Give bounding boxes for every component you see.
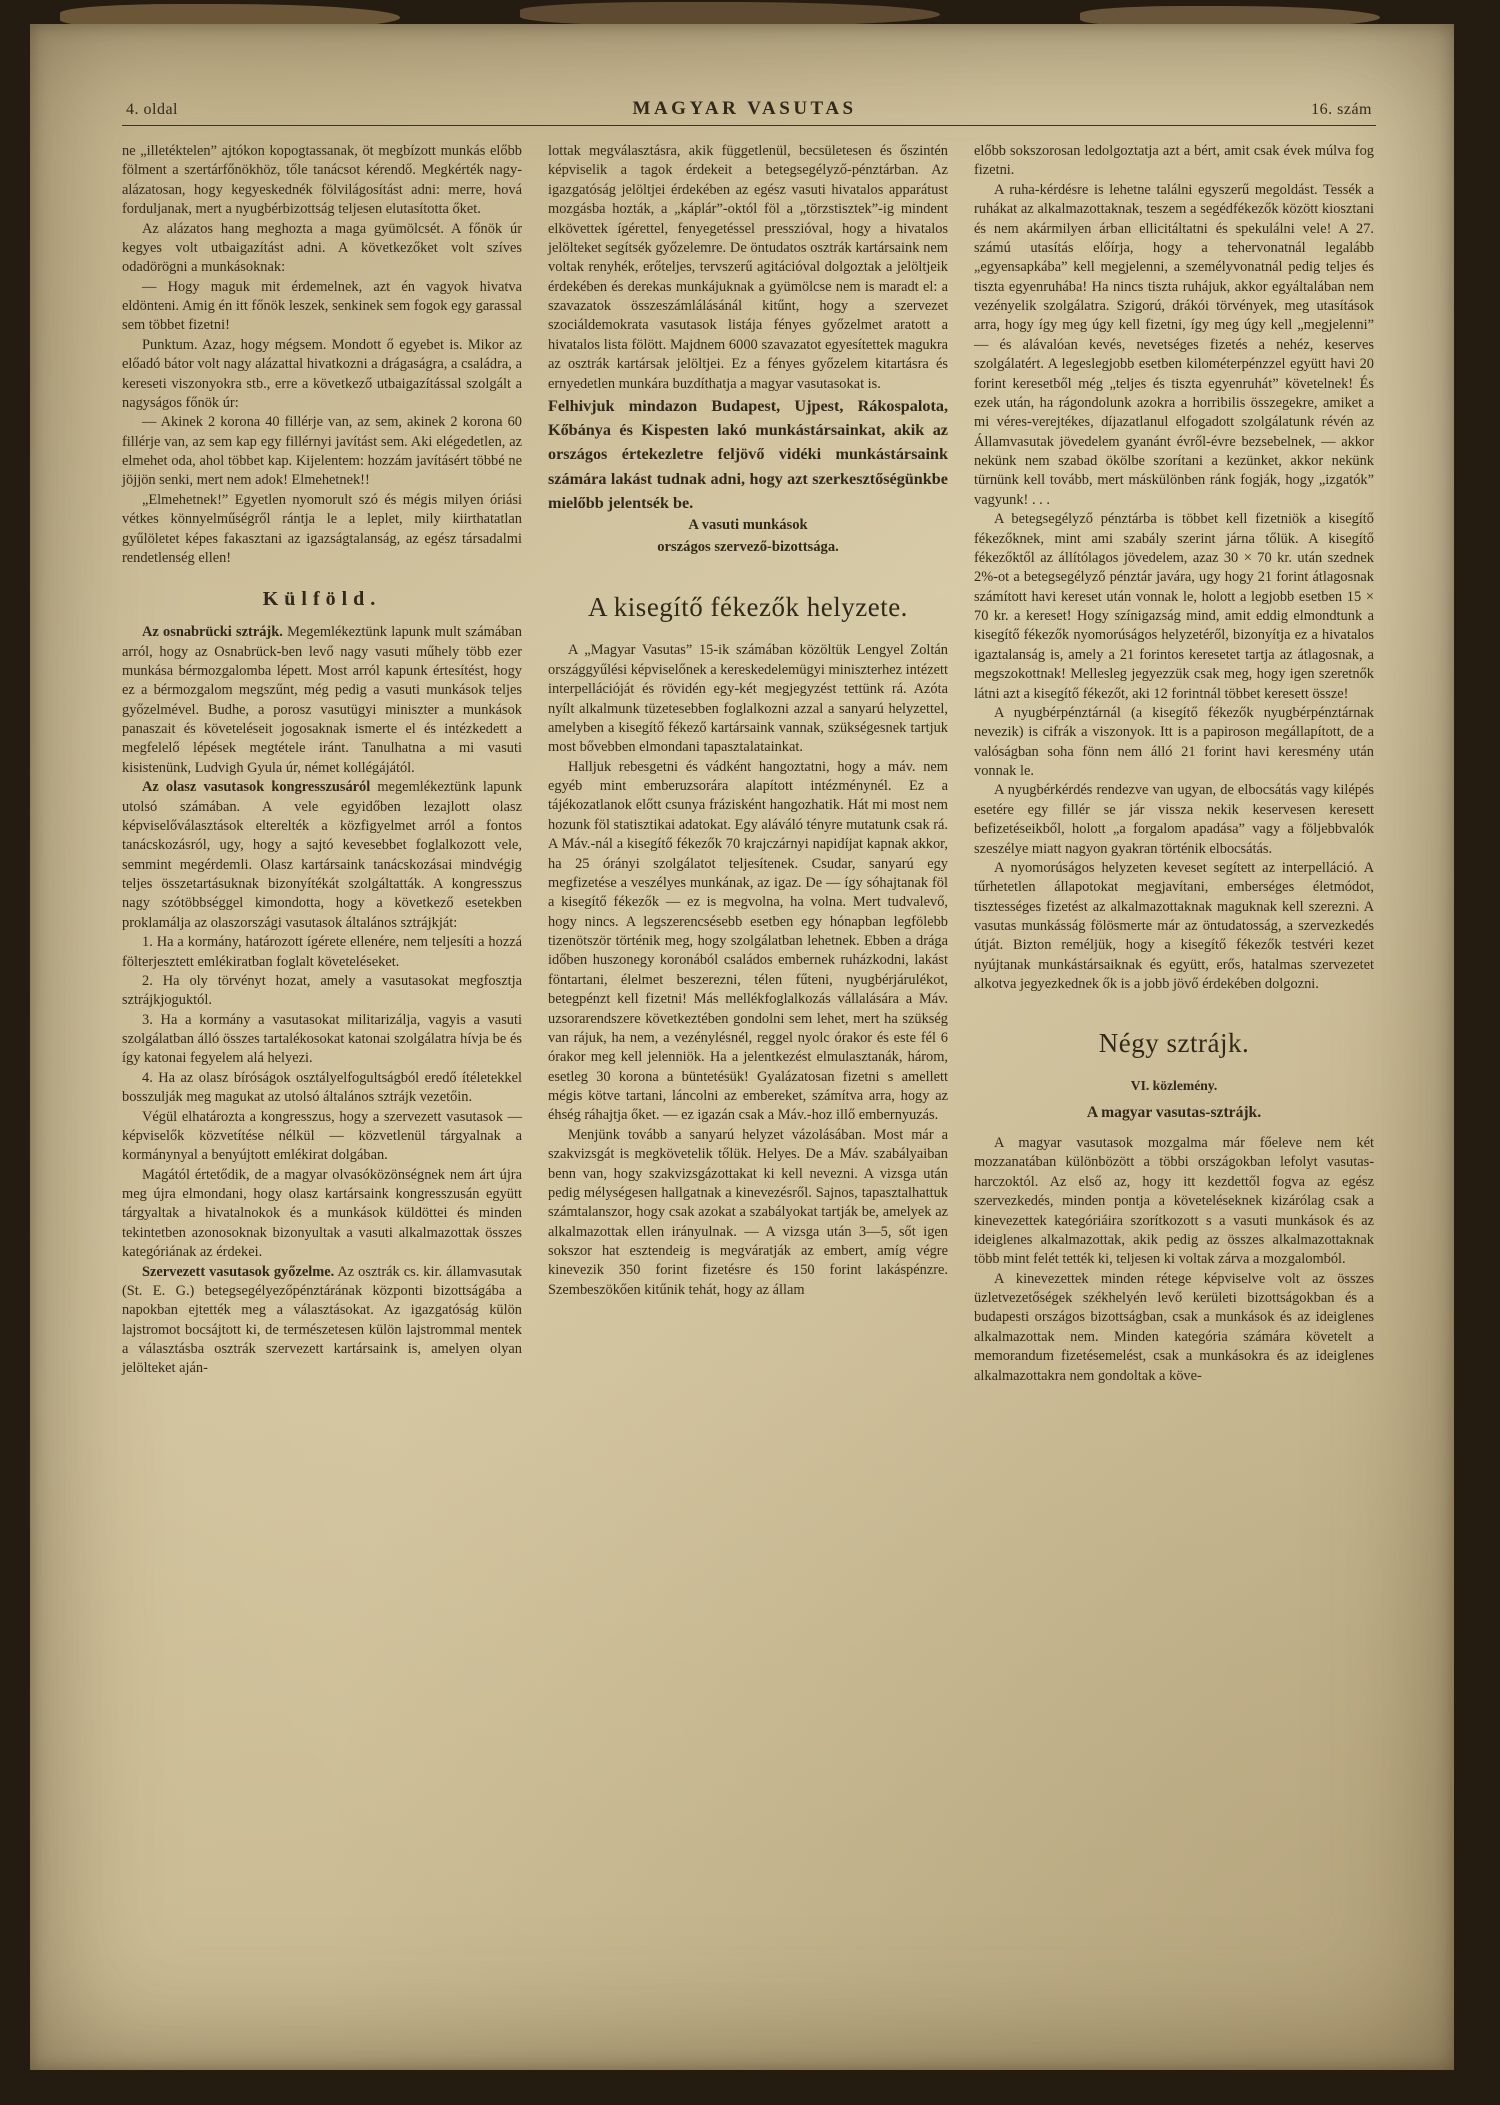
paragraph-lead: Szervezett vasutasok győzelme.	[142, 1263, 335, 1280]
list-item: 4. Ha az olasz bíróságok osztályelfogultságból eredő ítéletekkel bosszulják meg magukat az utolsó általános sztrájk vezetőin.	[122, 1069, 522, 1106]
scan-edge-left	[0, 0, 32, 2105]
article-title-negy-sztrajk: Négy sztrájk.	[1098, 1027, 1250, 1058]
article-paragraph: A magyar vasutasok mozgalma már főeleve nem két mozzanatában különbözött a többi országokban lefolyt vasutas-harczoktól. Az első az, hogy itt kezdettől fogva az egész szervezkedés, minden pontja a követeléseknek kizárólag csak a kinevezettek kategóriáira szorítkozott s a vasuti munkások és az ideiglenes alkalmazottak, akik pedig az összes alkalmazottaknak több mint felét tették ki, teljesen ki voltak zárva a mozgalomból.	[974, 1135, 1374, 1268]
page-content	[122, 98, 1376, 1386]
article-paragraph: Végül elhatározta a kongresszus, hogy a szervezett vasutasok — képviselők közvetítése nélkül — közvetlenül tárgyalnak a kormánynyal a benyújtott emlékirat dolgában.	[122, 1108, 522, 1164]
page-number: 4. oldal	[126, 101, 178, 118]
article-subtitle-kozlemeny: VI. közlemény.	[1130, 1077, 1218, 1093]
newspaper-page	[30, 24, 1454, 2070]
list-item: 3. Ha a kormány a vasutasokat militarizálja, vagyis a vasuti szolgálatban álló összes tartalékosokat katonai szolgálatra hívja be és így katonai fegyelem alá helyezi.	[122, 1011, 522, 1067]
paragraph-text: Az osztrák cs. kir. államvasutak (St. E. G.) betegsegélyezőpénztárának központi bizottságába a napokban ejtették meg a választásokat. Az igazgatóság külön lajstromot bocsájtott ki, de természetesen külön lajstrommal mentek a választásba osztrák szervezett kartársaink is, amelyen olyan jelölteket aján-	[122, 1263, 522, 1377]
article-title-kisegito-fekezok: A kisegítő fékezők helyzete.	[588, 592, 908, 623]
article-paragraph: A nyugbérpénztárnál (a kisegítő fékezők nyugbérpénztárnak nevezik) is cifrák a viszonyok. Itt is a papiroson megállapított, de a valóságban soha fönn nem álló 21 forint havi keresmény után vonnak le.	[974, 704, 1374, 779]
list-item: 1. Ha a kormány, határozott ígérete ellenére, nem teljesíti a hozzá fölterjesztett emlékiratban foglalt követeléseket.	[122, 934, 522, 970]
article-paragraph: A nyomorúságos helyzeten keveset segített az interpelláció. A tűrhetetlen állapotokat megjavítani, emberséges életmódot, tisztességes fizetést az alkalmazottaknak maguknak kell szerezni. A vasutas munkásság fölösmerte már az öntudatosság, a szervezkedés útját. Bizton reméljük, hogy a kisegítő fékezők testvéri kezet nyújtanak munkástársaiknak és együtt, erős, hatalmas szervezetet alkotva jegyezkednek ők is a jobb jövő érdekében dolgozni.	[974, 859, 1374, 993]
article-paragraph: — Hogy maguk mit érdemelnek, azt én vagyok hivatva eldönteni. Amig én itt főnök leszek, senkinek sem fogok egy garassal sem többet fizetni!	[122, 278, 522, 334]
article-paragraph: A kinevezettek minden rétege képviselve volt az összes üzletvezetőségek székhelyén levő kerületi bizottságokban és a budapesti országos bizottságban, csak a munkások és az ideiglenes alkalmazottak nem. Minden kategória számára követelt a memorandum fizetésemelést, csak a munkásokra és az ideiglenes alkalmazottakra nem gondoltak a köve-	[974, 1270, 1374, 1384]
article-paragraph: Az alázatos hang meghozta a maga gyümölcsét. A főnök úr kegyes volt utbaigazítást adni. A következőket volt szíves odadörögni a munkásoknak:	[122, 220, 522, 276]
article-paragraph: A ruha-kérdésre is lehetne találni egyszerű megoldást. Tessék a ruhákat az alkalmazottaknak, teszem a segédfékezők között kiosztani és nem akármilyen árban ellicitáltatni és spekulálni vele! A 27. számú utasítás előírja, hogy a tehervonatnál legalább „egyensapkába” kell megjelenni, a személyvonatnál pedig teljes és tiszta egyenruhába! Ha nincs tiszta ruhájuk, akkor egyáltalában nem vezényelik szolgálatra. Szigorú, drákói törvények, meg utasítások arra, hogy így meg úgy kell fizetni, így meg úgy kell „megjelenni” — és alávalóan kevés, nevetséges fizetés a nehéz, keserves szolgálatért. A legeslegjobb esetben kilométerpénzzel együtt havi 20 forint keresetből még „teljes és tiszta egyenruhát” követelnek! És ezek után, ha rágondolunk azokra a horribilis összegekre, amiket a mi véres-verejtékes, díjazatlanul elfogadott szolgálatunk révén az Államvasutak jövedelem gyanánt évről-évre bezsebelnek, — akkor nekünk nem szabad ökölbe szorítani a kezünket, akkor nekünk türnünk kell tovább, mert máskülönben ránk fogják, hogy „izgatók” vagyunk! . . .	[974, 181, 1374, 508]
article-paragraph: A nyugbérkérdés rendezve van ugyan, de elbocsátás vagy kilépés esetére egy fillér se jár vissza nekik keservesen keresett befizetéseikből, holott „a forgalom apadása” vagy a följebbvalók szeszélye miatt nagyon gyakran történik elbocsátás.	[974, 782, 1374, 857]
issue-number: 16. szám	[1311, 101, 1372, 118]
torn-paper-fragment	[520, 2, 940, 26]
scan-edge-right	[1452, 0, 1500, 2105]
paragraph-text: Megemlékeztünk lapunk mult számában arról, hogy az Osnabrück-ben levő nagy vasuti műhely több ezer munkása bérmozgalomba lépett. Most arról kapunk értesítést, hogy ez a bérmozgalom megszűnt, még pedig a vasuti munkások teljes győzelmével. Budhe, a porosz vasutügyi miniszter a munkások panaszait és követeléseit jogosaknak ismerte el és intézkedett a megfelelő lépések megtétele iránt. Tanulhatna a mi vasuti kisistenünk, Ludvigh Gyula úr, német kollégájától.	[122, 624, 522, 776]
scan-edge-bottom	[0, 2069, 1500, 2105]
paragraph-lead: Az olasz vasutasok kongresszusáról	[142, 779, 371, 796]
column-1	[122, 142, 522, 1386]
article-paragraph: A „Magyar Vasutas” 15-ik számában közöltük Lengyel Zoltán országgyűlési képviselőnek a kereskedelemügyi miniszterhez intézett interpellációját és rövidén egy-két megjegyzést tettünk rá. Azóta nyílt alkalmunk tüzetesebben foglalkozni azzal a sanyarú helyzettel, amelyben a kisegítő fékező kartársaink vannak, szükségesnek tartjuk most bővebben elmondani tapasztalatainkat.	[548, 642, 948, 756]
column-3	[974, 142, 1374, 1386]
columns	[122, 142, 1376, 1386]
article-paragraph: Punktum. Azaz, hogy mégsem. Mondott ő egyebet is. Mikor az előadó bátor volt nagy alázattal hivatkozni a drágaságra, a családra, a kereseti viszonyokra stb., erre a következő utbaigazítással szolgált a nagyságos főnök úr:	[122, 336, 522, 411]
article-paragraph: Menjünk tovább a sanyarú helyzet vázolásában. Most már a szakvizsgát is megkövetelik tőlük. Helyes. De a Máv. szabályaiban benn van, hogy szakvizsgázottakat ki kell nevezni. A vizsga után pedig mélységesen hallgatnak a kinevezésről. Sajnos, tapasztalhattuk számtalanszor, hogy csak azokat a szabályokat tartják be, amelyek az alkalmazottak ellen irányulnak. — A vizsga után 3—5, sőt igen sokszor hat esztendeig is megváratják az embert, amíg végre kinevezik 350 forint fizetésre és 150 forint lakáspénzre. Szembeszökően kitűnik tehát, hogy az állam	[548, 1126, 948, 1298]
signature-line: országos szervező-bizottsága.	[657, 539, 839, 556]
newspaper-title: MAGYAR VASUTAS	[632, 98, 857, 119]
masthead-rule	[122, 125, 1376, 126]
article-paragraph: A betegsegélyző pénztárba is többet kell fizetniök a kisegítő fékezőknek, mint ami szabály szerint járna tőlük. A kisegítő fékezőktől az állítólagos jövedelem, azaz 30 × 70 kr. után szednek 2%-ot a betegsegélyző pénztár javára, ugy hogy 21 forint átlagosnak számított havi kereset után vonnak le, holott a legjobb esetben 15 × 70 kr. a kereset! Hogy színigazság mind, amit eddig elmondtunk a kisegítő fékezők nyomorúságos helyzetéről, bizonyítja ez a hivatalos igaztalanság is, amely a 21 forintos keresetet tartja az átlagosnak, a megszokottnak! Mellesleg jegyezzük csak meg, hogy igen szeretnők látni azt a kisegítő fékezőt, aki 12 forintnál többet keresett össze!	[974, 511, 1374, 702]
article-paragraph: Halljuk rebesgetni és vádként hangoztatni, hogy a máv. nem egyéb mint emberuzsorára alapított intézménynél. Ez a tájékozatlanok előtt csunya frázisként hangozhatik. Hát mi most nem hozunk föl statisztikai adatokat. Egy aláváló tényre mutatunk csak rá. A Máv.-nál a kisegítő fékezők 70 krajczárnyi napidíjat kapnak akkor, ha 25 órányi szolgálatot teljesítenek. Csudar, sanyarú egy megfizetése a veszélyes munkának, az igaz. De — így sóhajtanak föl a kisegítő fékezők — ez is megvolna, ha volna. Mert tudvalevő, hogy nincs. A legszerencsésebb esetben egy hónapban legfölebb tizenötször történik meg, hogy szolgálatban lehetnek. Ebben a drága időben huszonegy koronából családos embernek ruházkodni, lakást föntartani, élelmet beszerezni, télen fűteni, nyugbérjárulékot, betegpénzt kell fizetni! Más mellékfoglalkozás vállalására a Máv. uzsorarendszere következtében gondolni sem lehet, mert ha szükség van rájuk, ha nem, a vezénylésnél, reggel nyolc órakor és este fél 6 órakor meg kell jelenniök. Ha a jelentkezést elmulasztanák, három, esetleg 30 korona a büntetésük! Gyalázatosan fizetni s amellett mégis kötve tartani, láncolni az embereket, számítva arra, hogy az éhség ráhajtja őket. — ez igazán csak a Máv.-hoz illő embernyuzás.	[548, 758, 949, 1124]
article-paragraph: — Akinek 2 korona 40 fillérje van, az sem, akinek 2 korona 60 fillérje van, az sem kap egy fillérnyi javítást sem. Aki elégedetlen, az elmehet oda, ahol többet kap. Kijelentem: hozzám javításért többé ne jöjjön senki, mert nem adok! Elmehetnek!!	[122, 414, 522, 489]
article-paragraph: „Elmehetnek!” Egyetlen nyomorult szó és mégis milyen óriási vétkes könnyelműségről rántja le a leplet, mily kiirthatatlan gyűlöletet képes fakasztani az igazságtalanság, az egész társadalmi rendetlenség ellen!	[122, 491, 522, 566]
paragraph-text: megemlékeztünk lapunk utolsó számában. A vele egyidőben lezajlott olasz képviselőválasztások elterelték a közfigyelmet arról a fontos tanácskozásról, ugy, hogy a sajtó kevesebbet foglalkozott vele, semmint megérdemli. Olasz kartársaink tanácskozásai mindvégig teljes összetartásuknak bizonyítékát szolgáltatták. A kongresszus nagy szótöbbséggel kimondotta, hogy a következő esetekben proklamálja az olaszországi vasutasok általános sztrájkját:	[122, 779, 523, 931]
masthead	[122, 98, 1376, 120]
article-paragraph	[122, 778, 522, 933]
section-heading-kulfold: Külföld.	[262, 588, 382, 611]
column-2	[548, 142, 948, 1386]
list-item: 2. Ha oly törvényt hozat, amely a vasutasokat megfosztja sztrájkjoguktól.	[122, 972, 522, 1009]
notice-block: Felhivjuk mindazon Budapest, Ujpest, Rákospalota, Kőbánya és Kispesten lakó munkástársainkat, akik az országos értekezletre feljövő vidéki munkástársaink számára lakást tudnak adni, hogy azt szerkesztőségünkbe mielőbb jelentsék be.	[548, 396, 948, 513]
article-paragraph	[122, 623, 522, 778]
article-subtitle-magyar-vasutas-sztrajk: A magyar vasutas-sztrájk.	[1086, 1104, 1262, 1122]
signature-line: A vasuti munkások	[688, 517, 808, 534]
article-paragraph	[122, 1263, 522, 1379]
article-paragraph: előbb sokszorosan ledolgoztatja azt a bért, amit csak évek múlva fog fizetni.	[974, 143, 1374, 179]
article-paragraph: lottak megválasztásra, akik függetlenül, becsületesen és őszintén képviselik a tagok érdekeit a betegsegélyző-pénztárban. Az igazgatóság jelöltjei érdekében az egész vasuti hivatalos apparátust mozgásba hozták, a „káplár”-októl föl a „törzstisztek”-ig mindent elkövettek ígérettel, fenyegetéssel presszióval, hogy a hivatalos jelölteket segítsék győzelemre. De öntudatos osztrák kartársaink nem voltak renyhék, erőteljes, tervszerű agitációval dolgoztak a jelöltjeik érdekében és derekas munkájuknak a gyümölcse nem is maradt el: a szavazatok összeszámlálásánál kitűnt, hogy a szervezet szociáldemokrata vasutasok listája fényes győzelmet aratott a hivatalos lista fölött. Majdnem 6000 szavazatot egyesítettek magukra az osztrák kartársak jelöltjei. Ez a fényes győzelem kitartásra és ernyedetlen munkára buzdíthatja a magyar vasutasokat is.	[548, 143, 948, 392]
article-paragraph: Magától értetődik, de a magyar olvasóközönségnek nem árt újra meg újra elmondani, hogy olasz kartársaink kongresszusán együtt tárgyaltak a hivatalnokok és a munkások küldöttei és minden tekintetben azonosoknak bizonyultak a vasuti alkalmazottak összes kategóriának az érdekei.	[122, 1166, 522, 1261]
article-paragraph: ne „illetéktelen” ajtókon kopogtassanak, öt megbízott munkás előbb fölment a szertárfőnökhöz, tőle tanácsot kérendő. Megkérték nagy-alázatosan, hogy kegyeskednék fölvilágosítást adni: merre, hová forduljanak, mert a nyugbérbizottság teljesen elutasította őket.	[122, 143, 522, 218]
paragraph-lead: Az osnabrücki sztrájk.	[142, 624, 283, 641]
